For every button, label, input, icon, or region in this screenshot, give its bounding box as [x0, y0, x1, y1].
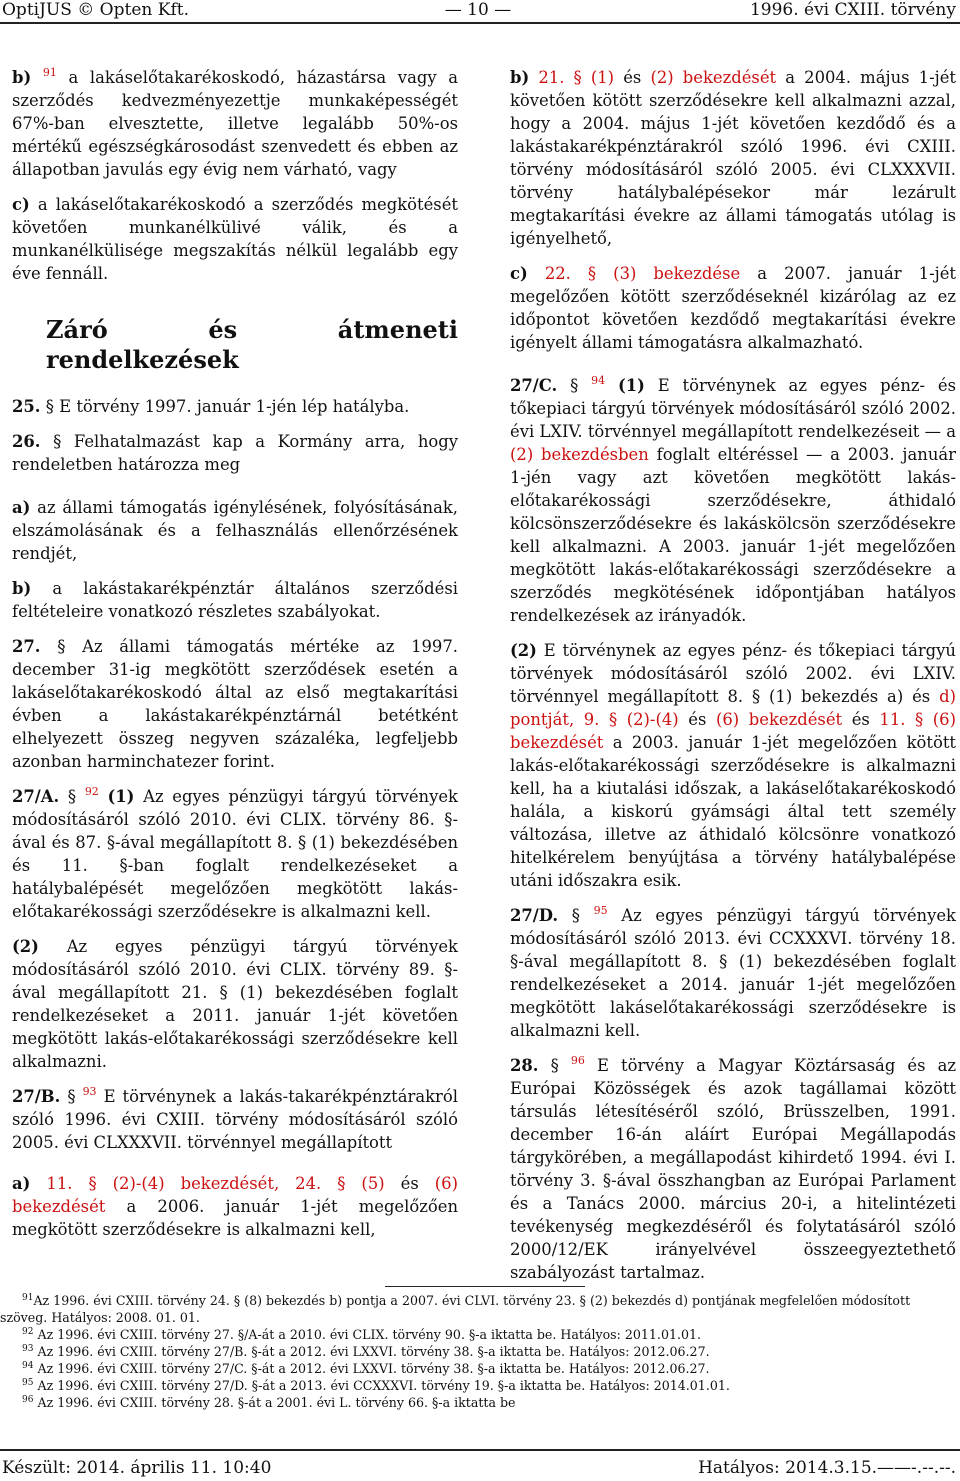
- footnote: $^{91}$Az 1996. évi CXIII. törvény 24. § (8) bekezdés b) pontja a 2007. évi CLVI. törvény 23. § (2) bekezdés d) pontjának megfelelően módosított szöveg. Hatályos: 2008. 01. 01.: [0, 1293, 911, 1325]
- footnote-rule: [385, 1286, 585, 1287]
- para-27b: 27/B. § $^{93}$ E törvénynek a lakás-takarékpénztárakról szóló 1996. évi CXIII. törvény módosításáról szóló 2005. évi CLXXXVII. törvénnyel megállapított: [12, 1085, 458, 1152]
- para-26-b: b) a lakástakarékpénztár általános szerződési feltételeire vonatkozó részletes szabályokat.: [12, 579, 458, 621]
- footnote: $^{95}$ Az 1996. évi CXIII. törvény 27/D. §-át a 2013. évi CCXXXVI. törvény 19. §-a iktatta be. Hatályos: 2014.01.01.: [22, 1378, 730, 1393]
- footnote: $^{96}$ Az 1996. évi CXIII. törvény 28. §-át a 2001. évi L. törvény 66. §-a iktatta be: [22, 1395, 516, 1410]
- footnotes: [0, 1292, 960, 1411]
- footnote: $^{92}$ Az 1996. évi CXIII. törvény 27. §/A-át a 2010. évi CLIX. törvény 90. §-a iktatta be. Hatályos: 2011.01.01.: [22, 1327, 701, 1342]
- item-27b-b: b) 21. § (1) és (2) bekezdését a 2004. május 1-jét követően kötött szerződésekre kell alkalmazni azzal, hogy a 2004. május 1-jét követően kezdődő és a lakástakarékpénztárakról szóló 1996. évi CXIII. törvény módosításáról szóló 2005. évi CLXXXVII. törvény hatálybalépésekor már lezárult megtakarítási évekre az állami támogatás utólag is igényelhető,: [510, 68, 956, 248]
- ref-link[interactable]: d) pontját,: [510, 687, 956, 729]
- item-27b-c: c) 22. § (3) bekezdése a 2007. január 1-jét megelőzően kötött szerződéseknél kizárólag az ez időpontot követően kezdődő megtakarítási évekre igényelt állami támogatásra alkalmazható.: [510, 264, 957, 352]
- para-28: 28. § $^{96}$ E törvény a Magyar Köztársaság és az Európai Közösségek és azok tagállamai között társulás létesítéséről szóló, Brüsszelben, 1991. december 16-án aláírt Európai Megállapodás tárgykörében, a megállapodást kihirdető 1994. évi I. törvény 3. §-ával összhangban az Európai Parlament és a Tanács 2000. március 20-i, a hitelintézeti tevékenység megkezdéséről és folytatásáról szóló 2000/12/EK irányelvével összeegyeztethető szabályozást tartalmaz.: [510, 1054, 956, 1282]
- para-26: 26. § Felhatalmazást kap a Kormány arra, hogy rendeletben határozza meg: [12, 432, 458, 474]
- section-title: Záró és átmeneti rendelkezések: [46, 315, 458, 374]
- para-27c-2: (2) E törvénynek az egyes pénz- és tőkepiaci tárgyú törvények módosításáról szóló 2002. évi LXIV. törvénnyel megállapított 8. § (1) bekezdés a) és d) pontját, 9. § (2)-(4) és (6) bekezdését és 11. § (6) bekezdését a 2003. január 1-jét megelőzően kötött lakás-előtakarékossági szerződésekre is alkalmazni kell, ha a kiutalási időszak, a lakáselőtakarékoskodó halála, a kiskorú gyámsági által tett személy változása, illetve az áthidaló kölcsönre vonatkozó hitelkérelem benyújtása a törvény hatálybalépése utáni időszakra esik.: [510, 641, 957, 890]
- footer-right: Hatályos: 2014.3.15.——-.--.--.: [698, 1458, 956, 1478]
- ref-link[interactable]: (2) bekezdését: [650, 68, 777, 87]
- footer-left: Készült: 2014. április 11. 10:40: [2, 1458, 272, 1478]
- ref-link[interactable]: (6) bekezdését: [12, 1174, 458, 1216]
- para-27a-1: 27/A. § $^{92}$ (1) Az egyes pénzügyi tárgyú törvények módosításáról szóló 2010. évi CLIX. törvény 86. §-ával és 87. §-ával megállapított 8. § (1) bekezdésében és 11. §-ban foglalt rendelkezéseket a hatálybalépését megelőzően megkötött lakás-előtakarékossági szerződésekre is alkalmazni kell.: [12, 785, 458, 921]
- footnote: $^{93}$ Az 1996. évi CXIII. törvény 27/B. §-át a 2012. évi LXXVI. törvény 38. §-a iktatta be. Hatályos: 2012.06.27.: [22, 1344, 710, 1359]
- para-27: 27. § Az állami támogatás mértéke az 1997. december 31-ig megkötött szerződések esetén a lakáselőtakarékoskodó által az első megtakarítási évben a lakástakarékpénztárnál betétként elhelyezett összeg negyven százaléka, legfeljebb azonban harminchatezer forint.: [12, 637, 459, 771]
- para-27a-2: (2) Az egyes pénzügyi tárgyú törvények módosításáról szóló 2010. évi CLIX. törvény 89. §-ával megállapított 21. § (1) bekezdésében foglalt rendelkezéseket a 2011. január 1-jét követően megkötött lakás-előtakarékossági szerződésekre kell alkalmazni.: [12, 937, 458, 1071]
- header-rule: [0, 22, 960, 24]
- para-25: 25. § E törvény 1997. január 1-jén lép hatályba.: [12, 397, 410, 416]
- footnote-ref-94[interactable]: 94: [591, 374, 606, 387]
- ref-link[interactable]: 11. § (6) bekezdését: [510, 710, 957, 752]
- footnote-ref-96[interactable]: 96: [570, 1054, 585, 1067]
- ref-link[interactable]: 21. § (1): [538, 68, 615, 87]
- ref-link[interactable]: 9. § (2)-(4): [583, 710, 679, 729]
- footer-rule: [0, 1449, 960, 1451]
- footnote-ref-92[interactable]: 92: [84, 785, 99, 798]
- item-b: b) $^{91}$ a lakáselőtakarékoskodó, házastársa vagy a szerződés kedvezményezettje munkaképességét 67%-ban elvesztette, illetve legalább 50%-os mértékű egészségkárosodást szenvedett és ebben az állapotban javulás egy évig nem várható, vagy: [12, 66, 458, 179]
- ref-link[interactable]: 22. § (3) bekezdése: [544, 264, 741, 283]
- para-27d: 27/D. § $^{95}$ Az egyes pénzügyi tárgyú törvények módosításáról szóló 2013. évi CCXXXVI. törvény 18. §-ával megállapított 8. § (1) bekezdésében foglalt rendelkezéseket a 2014. január 1-jét megelőzően megkötött lakáselőtakarékossági szerződésekre is alkalmazni kell.: [510, 904, 956, 1040]
- header-left: OptiJUS © Opten Kft.: [2, 0, 189, 20]
- ref-link[interactable]: 11. § (2)-(4) bekezdését,: [46, 1174, 280, 1193]
- footnote-ref-91[interactable]: 91: [42, 66, 57, 79]
- ref-link[interactable]: (6) bekezdését: [715, 710, 843, 729]
- footnote-ref-95[interactable]: 95: [593, 904, 608, 917]
- para-26-a: a) az állami támogatás igénylésének, folyósításának, elszámolásának és a felhasználás ellenőrzésének rendjét,: [12, 498, 458, 563]
- ref-link[interactable]: (2) bekezdésben: [510, 445, 649, 464]
- ref-link[interactable]: 24. § (5): [295, 1174, 385, 1193]
- footnote-ref-93[interactable]: 93: [82, 1085, 97, 1098]
- left-column: [12, 66, 458, 1253]
- footnote: $^{94}$ Az 1996. évi CXIII. törvény 27/C. §-át a 2012. évi LXXVI. törvény 38. §-a iktatta be. Hatályos: 2012.06.27.: [22, 1361, 710, 1376]
- para-27b-a: a) 11. § (2)-(4) bekezdését, 24. § (5) és (6) bekezdését a 2006. január 1-jét megelőzően megkötött szerződésekre is alkalmazni kell,: [12, 1174, 459, 1239]
- right-column: [510, 66, 956, 1296]
- item-c: c) a lakáselőtakarékoskodó a szerződés megkötését követően munkanélkülivé válik, és a munkanélkülisége megszakítás nélkül legalább egy éve fennáll.: [12, 195, 458, 283]
- header-right: 1996. évi CXIII. törvény: [749, 0, 956, 20]
- page-number-text: — 10 —: [444, 0, 512, 20]
- para-27c-1: 27/C. § $^{94}$ (1) E törvénynek az egyes pénz- és tőkepiaci tárgyú törvények módosításáról szóló 2002. évi LXIV. törvénnyel megállapított rendelkezéseit — a (2) bekezdésben foglalt eltéréssel — a 2003. január 1-jén vagy azt követően megkötött lakás-előtakarékossági szerződésekre, áthidaló kölcsönszerződésekre és lakáskölcsön szerződésekre kell alkalmazni. A 2003. január 1-jét megelőzően megkötött lakás-előtakarékossági szerződésekre a szerződés megkötésének időpontjában hatályos rendelkezések az irányadók.: [510, 374, 957, 625]
